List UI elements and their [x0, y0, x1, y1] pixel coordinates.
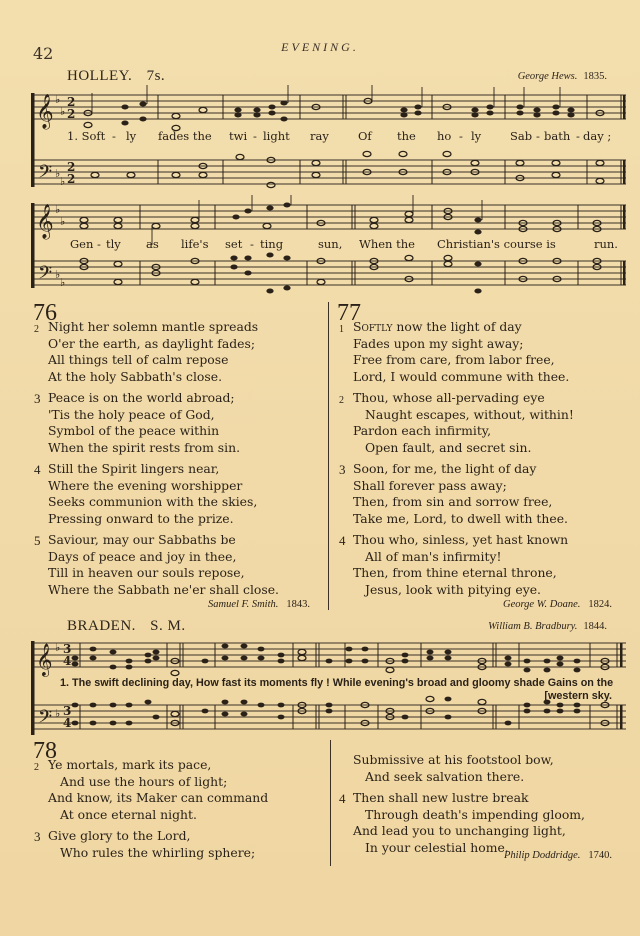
verse-line: And know, its Maker can command	[48, 790, 269, 805]
author-name: Philip Doddridge.	[503, 850, 581, 861]
lyric-syllable: -	[459, 129, 463, 143]
lyric-syllable: -	[97, 237, 101, 251]
verse-line: Then, from thine eternal throne,	[353, 565, 557, 580]
tune-meter: 7s.	[146, 68, 166, 84]
verse-line: Night her solemn mantle spreads	[48, 319, 259, 334]
svg-text:♭: ♭	[55, 167, 61, 180]
lyric-syllable: ho	[437, 129, 452, 143]
verse-line: Who rules the whirling sphere;	[60, 844, 256, 860]
tune-composer-holley	[518, 71, 607, 82]
author-year: 1843.	[286, 599, 310, 610]
stanza	[339, 319, 633, 385]
bass-clef-icon: 𝄢	[38, 263, 53, 288]
verse-line: Give glory to the Lord,	[48, 828, 191, 843]
svg-text:♭: ♭	[55, 268, 61, 281]
lyric-syllable: twi	[229, 129, 248, 143]
treble-clef-icon: 𝄞	[36, 643, 53, 676]
svg-text:♭: ♭	[60, 276, 66, 289]
verse-line: Submissive at his footstool bow,	[353, 752, 554, 767]
hymn-77-text	[339, 319, 633, 603]
stanza-number: 2	[339, 395, 344, 406]
svg-text:2: 2	[67, 172, 76, 186]
stanza-number: 3	[34, 829, 41, 844]
svg-text:3: 3	[63, 642, 72, 656]
stanza-number: 2	[34, 324, 39, 335]
lyric-syllable: ting	[260, 237, 284, 251]
verse-line: At once eternal night.	[60, 806, 197, 822]
svg-text:♭: ♭	[55, 203, 61, 216]
svg-text:♭: ♭	[60, 215, 66, 228]
stanza	[34, 390, 318, 456]
verse-line: Fades upon my sight away;	[353, 335, 524, 351]
verse-line: Pardon each infirmity,	[353, 423, 492, 438]
verse-line: O'er the earth, as daylight fades;	[48, 335, 255, 351]
hymn-number-78: 78	[33, 738, 57, 764]
verse-line: Where the evening worshipper	[48, 477, 243, 493]
page-number: 42	[33, 44, 54, 63]
stanza-number: 1	[339, 324, 344, 335]
running-head: EVENING.	[281, 40, 359, 54]
stanza-number: 4	[339, 791, 346, 806]
verse-line: In your celestial home.	[365, 839, 509, 855]
lyric-syllable: life's	[181, 237, 209, 251]
verse-line: At the holy Sabbath's close.	[48, 368, 223, 384]
svg-text:4: 4	[63, 654, 72, 668]
svg-text:4: 4	[63, 716, 72, 730]
composer-name: William B. Bradbury.	[488, 621, 578, 632]
verse-line: Lord, I would commune with thee.	[353, 368, 570, 384]
hymn-78-author	[504, 850, 612, 861]
lyric-syllable: -	[253, 129, 257, 143]
verse-line: Soon, for me, the light of day	[353, 461, 537, 476]
stanza	[34, 828, 328, 861]
stanza	[339, 461, 633, 527]
tune-name: BRADEN.	[67, 618, 136, 634]
treble-clef-icon: 𝄞	[36, 94, 54, 129]
stanza-continuation	[353, 752, 633, 785]
verse-line: Naught escapes, without, within!	[365, 406, 574, 422]
author-name: Samuel F. Smith.	[207, 599, 279, 610]
author-name: George W. Doane.	[502, 599, 581, 610]
svg-text:2: 2	[67, 160, 76, 174]
svg-text:♭: ♭	[55, 707, 61, 720]
lyric-syllable: day ;	[583, 129, 612, 143]
svg-text:2: 2	[67, 107, 76, 121]
lyric-syllable: -	[112, 129, 116, 143]
stanza-number: 3	[34, 391, 41, 406]
lyric-syllable: run.	[594, 237, 618, 251]
stanza-number: 3	[339, 462, 346, 477]
verse-line: All things tell of calm repose	[48, 352, 229, 367]
verse-line: And lead you to unchanging light,	[353, 823, 566, 838]
lyric-syllable: bath	[544, 129, 571, 143]
lyric-syllable: sun,	[318, 237, 343, 251]
tune-composer-braden	[488, 621, 607, 632]
stanza-number: 5	[34, 533, 41, 548]
bass-clef-icon: 𝄢	[38, 162, 53, 187]
hymn-number-76: 76	[33, 300, 57, 326]
verse-line: Till in heaven our souls repose,	[48, 565, 245, 580]
column-divider	[328, 302, 329, 610]
hymn-77-author	[503, 599, 612, 610]
hymn-76-author	[208, 599, 310, 610]
stanza	[339, 390, 633, 456]
tune-title-braden	[67, 618, 186, 635]
lyric-syllable: the	[397, 129, 416, 143]
verse-line: Jesus, look with pitying eye.	[365, 581, 541, 597]
verse-line: Peace is on the world abroad;	[48, 390, 235, 405]
verse-line: And use the hours of light;	[60, 773, 228, 789]
verse-line: Days of peace and joy in thee,	[48, 548, 237, 564]
svg-text:♭: ♭	[60, 175, 66, 188]
treble-clef-icon: 𝄞	[36, 204, 54, 239]
svg-text:♭: ♭	[55, 93, 61, 106]
tune-name: HOLLEY.	[67, 68, 133, 84]
stanza	[34, 461, 318, 527]
tune-meter: S. M.	[150, 618, 186, 634]
verse-line: 'Tis the holy peace of God,	[48, 406, 215, 422]
verse-line: And seek salvation there.	[365, 768, 525, 784]
lyric-syllable: ly	[471, 129, 482, 143]
lyric-syllable: Of	[358, 129, 372, 143]
verse-line: Pressing onward to the prize.	[48, 510, 234, 526]
hymn-78-text-right	[339, 752, 633, 861]
hymn-78-text-left	[34, 757, 328, 866]
lyrics-holley-line-1	[0, 129, 640, 145]
stanza-number: 4	[34, 462, 41, 477]
verse-line: Ye mortals, mark its pace,	[48, 757, 212, 772]
lyric-syllable: tly	[106, 237, 121, 251]
verse-line: Take me, Lord, to dwell with thee.	[353, 510, 568, 526]
author-year: 1824.	[588, 599, 612, 610]
lyric-syllable: -	[576, 129, 580, 143]
stanza	[34, 319, 318, 385]
stanza	[34, 532, 318, 598]
verse-line: Thou who, sinless, yet hast known	[353, 532, 569, 547]
stanza-number: 2	[34, 762, 39, 773]
lyrics-braden-overflow: [western sky.	[544, 690, 612, 702]
svg-text:♭: ♭	[55, 641, 61, 654]
lyrics-holley-line-2	[0, 237, 640, 253]
lyric-syllable: set	[225, 237, 243, 251]
verse-line: Then shall new lustre break	[353, 790, 529, 805]
author-year: 1740.	[588, 850, 612, 861]
verse-line: now the light of day	[392, 319, 522, 334]
lyric-syllable: light	[263, 129, 290, 143]
stanza-number: 4	[339, 533, 346, 548]
verse-line: Shall forever pass away;	[353, 477, 507, 493]
verse-line: Saviour, may our Sabbaths be	[48, 532, 236, 547]
lyric-syllable: Christian's course is	[437, 237, 556, 251]
verse-line: Symbol of the peace within	[48, 423, 220, 438]
verse-line: All of man's infirmity!	[365, 548, 502, 564]
lyric-syllable: 1. Soft	[67, 129, 106, 143]
tune-title-holley	[67, 68, 165, 85]
lyric-syllable: Gen	[70, 237, 94, 251]
lyrics-braden-line-1: 1. The swift declining day, How fast its moments fly ! While evening's broad and gloomy shade Gains on the	[60, 677, 614, 689]
composer-year: 1835.	[583, 71, 607, 82]
verse-line: Then, from sin and sorrow free,	[353, 494, 553, 509]
svg-text:♭: ♭	[60, 105, 66, 118]
lyric-syllable: When the	[359, 237, 415, 251]
verse-line: Where the Sabbath ne'er shall close.	[48, 581, 279, 597]
verse-line: Thou, whose all-pervading eye	[353, 390, 545, 405]
composer-year: 1844.	[583, 621, 607, 632]
stanza	[339, 532, 633, 598]
verse-line: Seeks communion with the skies,	[48, 494, 258, 509]
lyric-syllable: ly	[126, 129, 137, 143]
bass-clef-icon: 𝄢	[38, 707, 53, 732]
hymn-76-text	[34, 319, 318, 603]
lyric-syllable: fades the	[158, 129, 212, 143]
lyric-syllable: as	[146, 237, 159, 251]
verse-line: When the spirit rests from sin.	[48, 439, 241, 455]
svg-text:3: 3	[63, 704, 72, 718]
svg-text:2: 2	[67, 95, 76, 109]
verse-line: Through death's impending gloom,	[365, 806, 585, 822]
first-word: Softly	[353, 319, 393, 334]
stanza	[339, 790, 633, 856]
column-divider	[330, 740, 331, 866]
verse-line: Open fault, and secret sin.	[365, 439, 532, 455]
lyric-syllable: ray	[310, 129, 329, 143]
verse-line: Free from care, from labor free,	[353, 352, 555, 367]
lyric-syllable: -	[250, 237, 254, 251]
stanza	[34, 757, 328, 823]
verse-line: Still the Spirit lingers near,	[48, 461, 220, 476]
lyric-syllable: Sab	[510, 129, 533, 143]
composer-name: George Hews.	[517, 71, 578, 82]
lyric-syllable: -	[536, 129, 540, 143]
hymn-number-77: 77	[337, 300, 361, 326]
